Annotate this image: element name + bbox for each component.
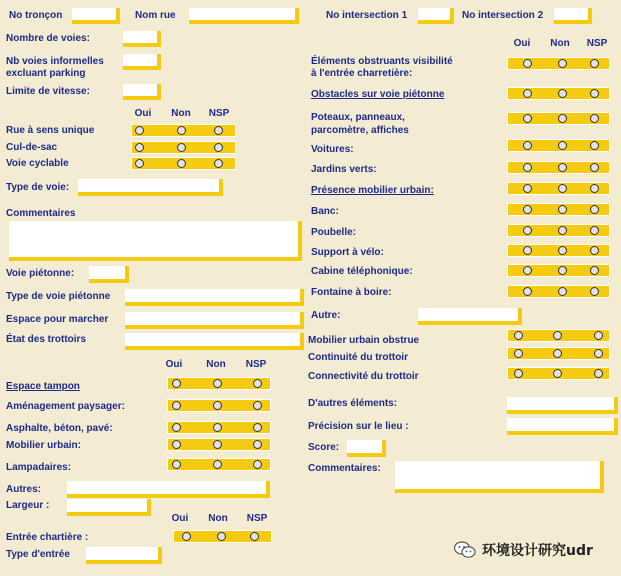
label-type-voie: Type de voie: xyxy=(6,182,70,193)
field-autres[interactable] xyxy=(67,481,270,498)
label-rue-sens-unique: Rue à sens unique xyxy=(6,125,95,136)
radio-oui[interactable] xyxy=(172,423,181,432)
radio-row-cabine-telephonique xyxy=(507,264,610,277)
radio-non[interactable] xyxy=(553,331,562,340)
radio-row-mobilier-obstrue xyxy=(507,329,610,342)
radio-oui[interactable] xyxy=(523,246,532,255)
radio-nsp[interactable] xyxy=(253,460,262,469)
radio-row-fontaine xyxy=(507,285,610,298)
radio-nsp[interactable] xyxy=(590,89,599,98)
radio-non[interactable] xyxy=(558,266,567,275)
radio-row-voie-cyclable xyxy=(131,157,236,170)
label-mobilier-urbain: Mobilier urbain: xyxy=(6,440,81,451)
radio-nsp[interactable] xyxy=(594,349,603,358)
label-entree-chartiere: Entrée chartière : xyxy=(6,532,89,543)
radio-row-voitures xyxy=(507,139,610,152)
field-largeur[interactable] xyxy=(67,499,151,516)
label-voie-cyclable: Voie cyclable xyxy=(6,158,69,169)
field-no-intersection-2[interactable] xyxy=(554,8,592,24)
radio-row-rue-sens-unique xyxy=(131,124,236,137)
radio-row-banc xyxy=(507,203,610,216)
radio-row-continuite-trottoir xyxy=(507,347,610,360)
radio-non[interactable] xyxy=(558,246,567,255)
label-poteaux-1: Poteaux, panneaux, xyxy=(311,112,405,123)
radio-non[interactable] xyxy=(558,205,567,214)
label-fontaine: Fontaine à boire: xyxy=(311,287,392,298)
radio-non[interactable] xyxy=(558,141,567,150)
label-cul-de-sac: Cul-de-sac xyxy=(6,142,58,153)
field-autre[interactable] xyxy=(418,308,522,325)
radio-row-espace-tampon xyxy=(167,377,271,390)
radio-non[interactable] xyxy=(558,59,567,68)
radio-nsp[interactable] xyxy=(590,287,599,296)
label-voitures: Voitures: xyxy=(311,144,354,155)
field-commentaires-right[interactable] xyxy=(395,461,604,493)
label-obstacles-voie-pietonne: Obstacles sur voie piétonne xyxy=(311,89,445,100)
label-elements-obstruants-1: Éléments obstruants visibilité xyxy=(311,56,453,67)
radio-oui[interactable] xyxy=(514,331,523,340)
radio-nsp[interactable] xyxy=(590,226,599,235)
field-limite-vitesse[interactable] xyxy=(123,84,161,100)
radio-non[interactable] xyxy=(558,114,567,123)
label-autres-elements: D'autres éléments: xyxy=(308,398,398,409)
radio-row-connectivite-trottoir xyxy=(507,367,610,380)
field-type-entree[interactable] xyxy=(86,547,162,564)
col-non-1: Non xyxy=(171,108,191,119)
label-mobilier-obstrue: Mobilier urbain obstrue xyxy=(308,335,420,346)
radio-oui[interactable] xyxy=(523,59,532,68)
radio-oui[interactable] xyxy=(172,460,181,469)
radio-nsp[interactable] xyxy=(214,143,223,152)
label-type-voie-pietonne: Type de voie piétonne xyxy=(6,291,111,302)
radio-oui[interactable] xyxy=(514,349,523,358)
label-troncon: No tronçon xyxy=(9,10,63,21)
radio-non[interactable] xyxy=(177,143,186,152)
radio-non[interactable] xyxy=(213,401,222,410)
radio-oui[interactable] xyxy=(523,89,532,98)
radio-non[interactable] xyxy=(558,226,567,235)
label-etat-trottoirs: État des trottoirs xyxy=(6,334,87,345)
radio-row-poteaux xyxy=(507,112,610,125)
label-nb-voies-informelles-2: excluant parking xyxy=(6,68,86,79)
radio-nsp[interactable] xyxy=(590,59,599,68)
radio-oui[interactable] xyxy=(135,159,144,168)
label-poubelle: Poubelle: xyxy=(311,227,357,238)
col-non-4: Non xyxy=(550,38,570,49)
field-etat-trottoirs[interactable] xyxy=(125,333,304,350)
radio-non[interactable] xyxy=(213,423,222,432)
field-no-intersection-1[interactable] xyxy=(418,8,454,24)
radio-nsp[interactable] xyxy=(590,205,599,214)
label-espace-marcher: Espace pour marcher xyxy=(6,314,109,325)
radio-non[interactable] xyxy=(553,369,562,378)
radio-oui[interactable] xyxy=(172,401,181,410)
label-lampadaires: Lampadaires: xyxy=(6,462,72,473)
col-nsp-2: NSP xyxy=(245,359,267,370)
radio-non[interactable] xyxy=(558,184,567,193)
radio-non[interactable] xyxy=(213,379,222,388)
label-nom-rue: Nom rue xyxy=(135,10,176,21)
radio-nsp[interactable] xyxy=(590,114,599,123)
col-oui-3: Oui xyxy=(171,513,189,524)
radio-nsp[interactable] xyxy=(594,331,603,340)
label-score: Score: xyxy=(308,442,340,453)
radio-oui[interactable] xyxy=(523,141,532,150)
radio-row-amenagement-paysager xyxy=(167,399,271,412)
field-voie-pietonne[interactable] xyxy=(89,266,129,283)
radio-row-presence-mobilier xyxy=(507,182,610,195)
label-presence-mobilier: Présence mobilier urbain: xyxy=(311,185,434,196)
field-espace-marcher[interactable] xyxy=(125,312,304,329)
radio-row-entree-chartiere xyxy=(173,530,272,543)
radio-nsp[interactable] xyxy=(253,401,262,410)
field-type-voie[interactable] xyxy=(78,179,223,196)
radio-nsp[interactable] xyxy=(253,379,262,388)
radio-row-obstacles xyxy=(507,87,610,100)
radio-non[interactable] xyxy=(177,159,186,168)
radio-row-mobilier-urbain xyxy=(167,438,271,451)
label-connectivite-trottoir: Connectivité du trottoir xyxy=(308,371,419,382)
label-banc: Banc: xyxy=(311,206,339,217)
col-non-2: Non xyxy=(206,359,226,370)
field-nombre-voies[interactable] xyxy=(123,31,161,47)
field-score[interactable] xyxy=(347,440,386,457)
label-jardins-verts: Jardins verts: xyxy=(311,164,377,175)
radio-oui[interactable] xyxy=(523,226,532,235)
label-limite-vitesse: Limite de vitesse: xyxy=(6,86,90,97)
watermark xyxy=(454,540,593,560)
field-autres-elements[interactable] xyxy=(507,397,618,414)
radio-row-lampadaires xyxy=(167,458,271,471)
label-espace-tampon: Espace tampon xyxy=(6,381,80,392)
label-voie-pietonne: Voie piétonne: xyxy=(6,268,75,279)
radio-oui[interactable] xyxy=(523,184,532,193)
radio-oui[interactable] xyxy=(523,205,532,214)
label-nombre-voies: Nombre de voies: xyxy=(6,33,90,44)
radio-row-support-velo xyxy=(507,244,610,257)
label-autres: Autres: xyxy=(6,484,42,495)
radio-nsp[interactable] xyxy=(590,163,599,172)
field-precision-lieu[interactable] xyxy=(507,418,618,435)
field-type-voie-pietonne[interactable] xyxy=(125,289,304,306)
label-type-entree: Type d'entrée xyxy=(6,549,70,560)
radio-row-jardins-verts xyxy=(507,161,610,174)
radio-row-poubelle xyxy=(507,224,610,237)
label-poteaux-2: parcomètre, affiches xyxy=(311,125,409,136)
radio-oui[interactable] xyxy=(523,287,532,296)
col-oui-4: Oui xyxy=(513,38,531,49)
radio-row-asphalte xyxy=(167,421,271,434)
radio-non[interactable] xyxy=(553,349,562,358)
label-autre: Autre: xyxy=(311,310,341,321)
radio-non[interactable] xyxy=(558,89,567,98)
label-no-intersection-1: No intersection 1 xyxy=(326,10,408,21)
radio-oui[interactable] xyxy=(514,369,523,378)
radio-row-elements-obstruants xyxy=(507,57,610,70)
label-nb-voies-informelles-1: Nb voies informelles xyxy=(6,56,104,67)
radio-nsp[interactable] xyxy=(250,532,259,541)
label-no-intersection-2: No intersection 2 xyxy=(462,10,544,21)
radio-non[interactable] xyxy=(217,532,226,541)
label-commentaires-left: Commentaires xyxy=(6,208,76,219)
field-troncon[interactable] xyxy=(72,8,120,24)
radio-nsp[interactable] xyxy=(590,184,599,193)
label-commentaires-right: Commentaires: xyxy=(308,463,381,474)
radio-nsp[interactable] xyxy=(214,159,223,168)
label-precision-lieu: Précision sur le lieu : xyxy=(308,421,409,432)
field-nom-rue[interactable] xyxy=(189,8,299,24)
label-cabine-telephonique: Cabine téléphonique: xyxy=(311,266,413,277)
col-oui-2: Oui xyxy=(165,359,183,370)
label-amenagement-paysager: Aménagement paysager: xyxy=(6,401,125,412)
col-nsp-1: NSP xyxy=(208,108,230,119)
radio-nsp[interactable] xyxy=(590,246,599,255)
radio-nsp[interactable] xyxy=(253,423,262,432)
radio-oui[interactable] xyxy=(523,163,532,172)
col-non-3: Non xyxy=(208,513,228,524)
radio-non[interactable] xyxy=(558,287,567,296)
label-support-velo: Support à vélo: xyxy=(311,247,384,258)
radio-oui[interactable] xyxy=(172,440,181,449)
col-nsp-3: NSP xyxy=(246,513,268,524)
radio-oui[interactable] xyxy=(182,532,191,541)
radio-row-cul-de-sac xyxy=(131,141,236,154)
radio-oui[interactable] xyxy=(135,143,144,152)
field-nb-voies-informelles[interactable] xyxy=(123,54,161,70)
radio-oui[interactable] xyxy=(523,114,532,123)
radio-oui[interactable] xyxy=(172,379,181,388)
label-largeur: Largeur : xyxy=(6,500,50,511)
col-oui-1: Oui xyxy=(134,108,152,119)
label-asphalte: Asphalte, béton, pavé: xyxy=(6,423,113,434)
radio-nsp[interactable] xyxy=(253,440,262,449)
radio-nsp[interactable] xyxy=(594,369,603,378)
radio-oui[interactable] xyxy=(523,266,532,275)
radio-nsp[interactable] xyxy=(214,126,223,135)
radio-non[interactable] xyxy=(213,460,222,469)
label-continuite-trottoir: Continuité du trottoir xyxy=(308,352,408,363)
radio-nsp[interactable] xyxy=(590,141,599,150)
wechat-icon xyxy=(454,541,476,559)
radio-non[interactable] xyxy=(558,163,567,172)
radio-non[interactable] xyxy=(213,440,222,449)
radio-non[interactable] xyxy=(177,126,186,135)
watermark-text: 环境设计研究udr xyxy=(482,543,593,559)
radio-oui[interactable] xyxy=(135,126,144,135)
radio-nsp[interactable] xyxy=(590,266,599,275)
field-commentaires-left[interactable] xyxy=(9,221,302,261)
col-nsp-4: NSP xyxy=(586,38,608,49)
label-elements-obstruants-2: à l'entrée charretière: xyxy=(311,68,413,79)
